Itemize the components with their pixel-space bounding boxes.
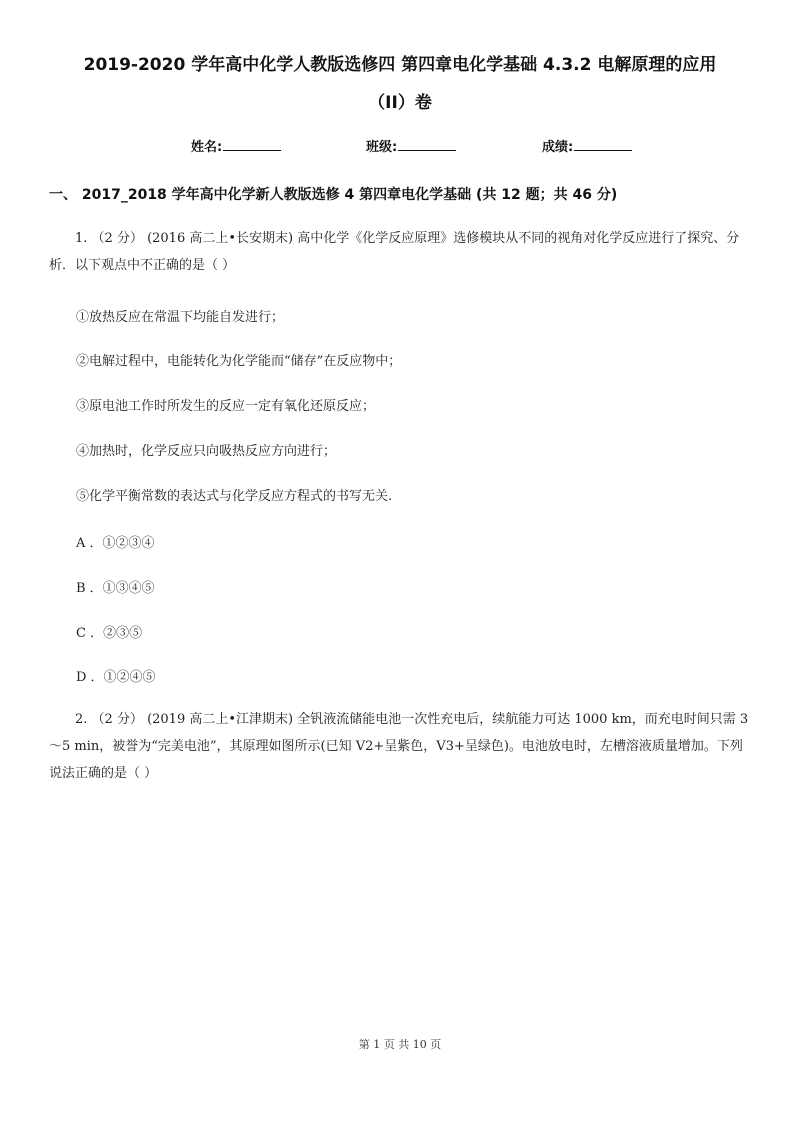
section-heading: 一、 2017_2018 学年高中化学新人教版选修 4 第四章电化学基础 (共 12 题；共 46 分) [49,187,618,203]
option-b: B ．①③④⑤ [76,581,155,596]
name-label: 姓名: [191,140,223,155]
name-blank [223,138,281,151]
document-title-line-1: 2019-2020 学年高中化学人教版选修四 第四章电化学基础 4.3.2 电解原理的应用 [83,55,717,75]
student-info-fields [0,136,800,156]
statement-5: ⑤化学平衡常数的表达式与化学反应方程式的书写无关. [76,489,393,504]
question-2 [49,706,755,787]
score-field [542,136,632,155]
statement-4: ④加热时，化学反应只向吸热反应方向进行； [76,444,337,459]
question-2-stem: 2. （2 分） (2019 高二上•江津期末) 全钒液流储能电池一次性充电后，续航能力可达 1000 km，而充电时间只需 3～5 min，被誉为“完美电池”，其原理如图所示(已知 V2+呈紫色，V3+呈绿色)。电池放电时，左槽溶液质量增加。下列说法正确的是（ ） [49,712,749,781]
statement-1: ①放热反应在常温下均能自发进行； [76,310,285,325]
class-label: 班级: [366,140,398,155]
question-1 [49,225,755,279]
option-d: D ．①②④⑤ [76,670,156,685]
score-blank [574,138,632,151]
page-footer: 第 1 页 共 10 页 [358,1038,442,1051]
name-field [191,136,281,155]
statement-2: ②电解过程中，电能转化为化学能而“储存”在反应物中； [76,354,402,369]
class-field [366,136,456,155]
statement-3: ③原电池工作时所发生的反应一定有氧化还原反应； [76,399,376,414]
option-c: C ．②③⑤ [76,626,143,641]
class-blank [398,138,456,151]
question-1-stem: 1. （2 分） (2016 高二上•长安期末) 高中化学《化学反应原理》选修模块从不同的视角对化学反应进行了探究、分析．以下观点中不正确的是（ ） [49,231,740,273]
score-label: 成绩: [542,140,574,155]
option-a: A ．①②③④ [76,536,155,551]
document-title-line-2: （II）卷 [368,93,432,113]
